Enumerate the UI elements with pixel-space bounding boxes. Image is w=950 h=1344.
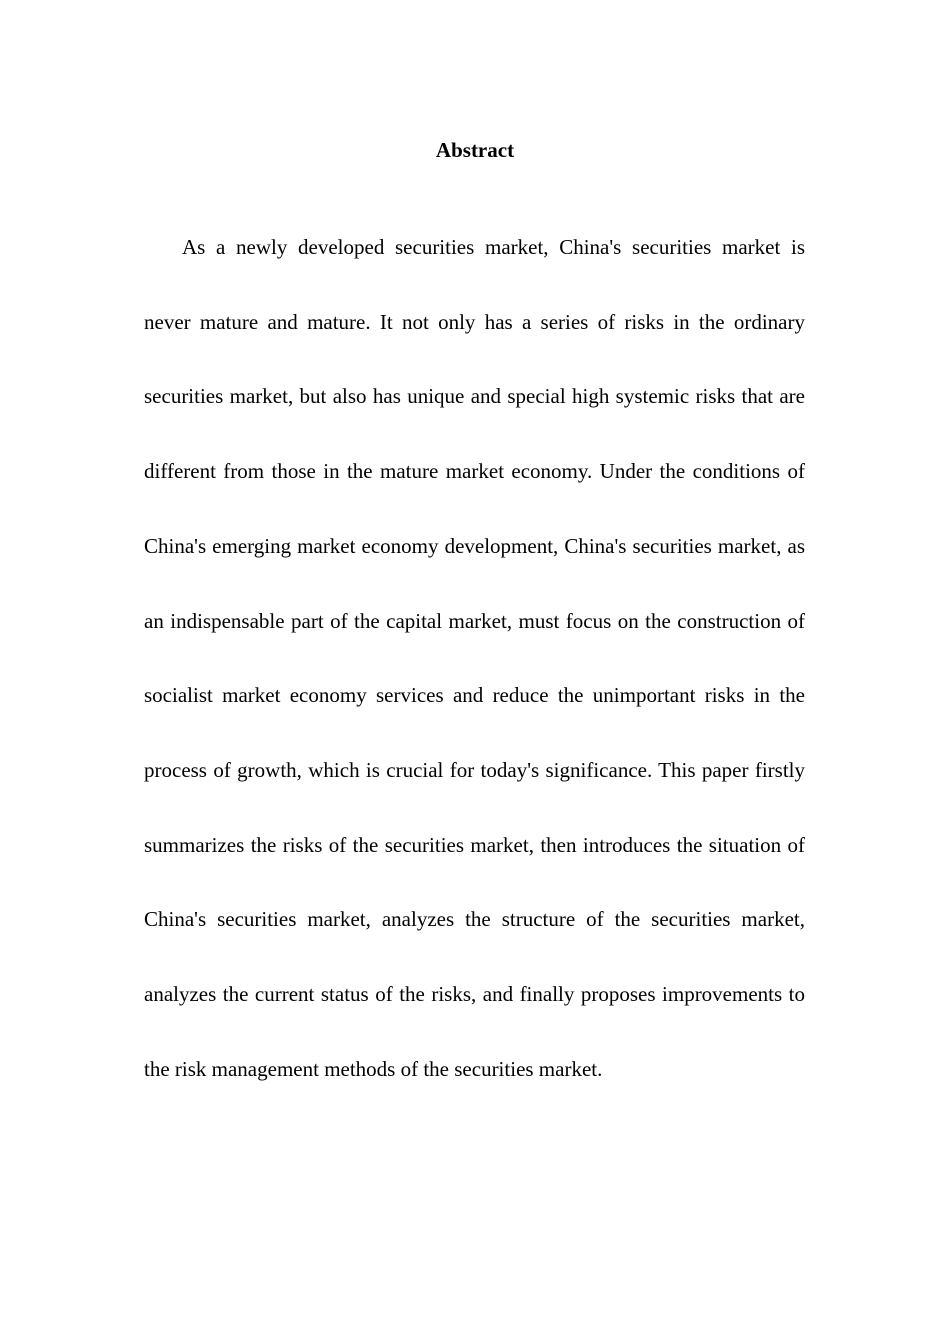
abstract-paragraph: As a newly developed securities market, China's securities market is never mature and mature. It not only has a series of risks in the ordinary securities market, but also has unique and special high systemic risks that are different from those in the mature market economy. Under the conditions of China's emerging market economy development, China's securities market, as an indispensable part of the capital market, must focus on the construction of socialist market economy services and reduce the unimportant risks in the process of growth, which is crucial for today's significance. This paper firstly summarizes the risks of the securities market, then introduces the situation of China's securities market, analyzes the structure of the securities market, analyzes the current status of the risks, and finally proposes improvements to the risk management methods of the securities market.	[144, 235, 805, 1081]
abstract-title: Abstract	[435, 138, 515, 162]
